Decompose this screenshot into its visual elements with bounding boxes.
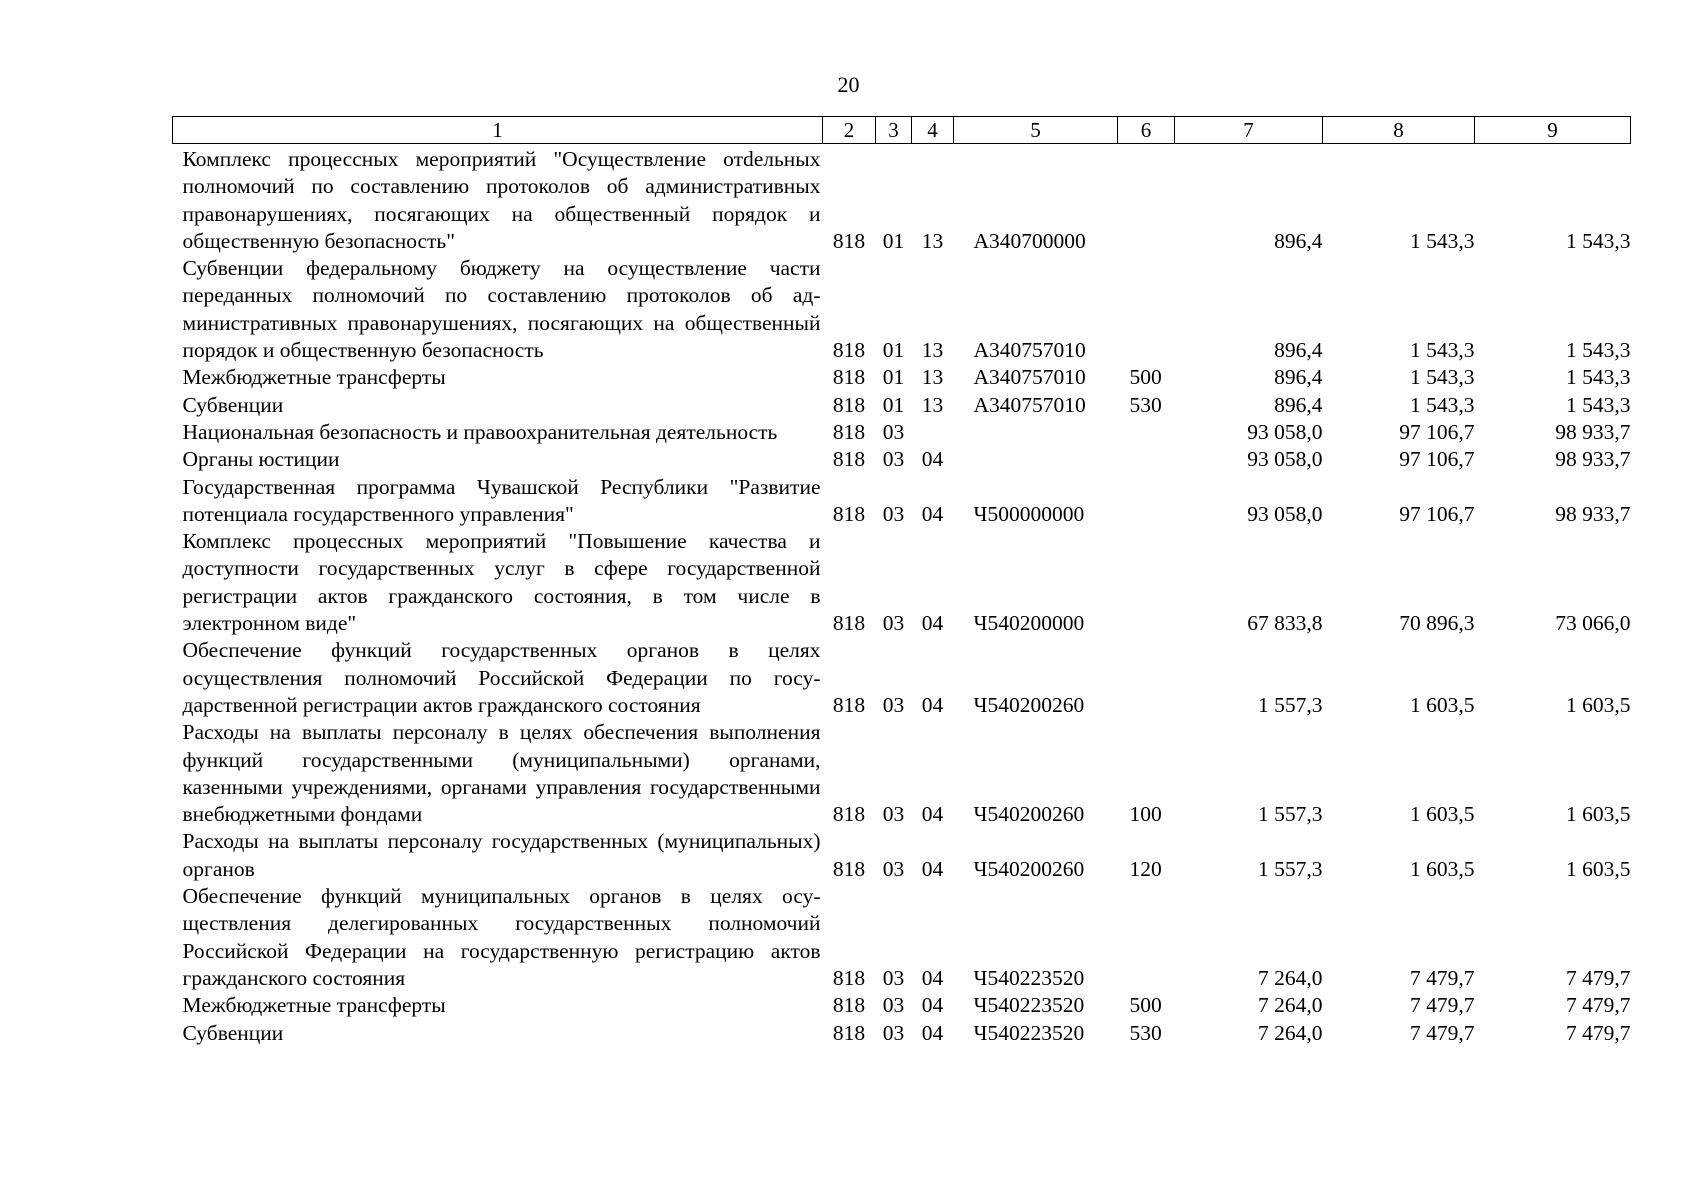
row-amount-col9: 73 066,0 xyxy=(1555,611,1631,636)
row-expense-type xyxy=(1118,144,1175,256)
row-amount-col9: 1 603,5 xyxy=(1566,692,1631,717)
row-amount-col7: 1 557,3 xyxy=(1258,692,1323,717)
row-name: Государственная программа Чувашской Республики "Развитие потенциала государственного управления" xyxy=(182,474,821,526)
row-amount-col8: 70 896,3 xyxy=(1399,611,1475,636)
row-amount-col8: 1 603,5 xyxy=(1410,856,1475,881)
row-target-article: Ч540200000 xyxy=(973,611,1085,636)
header-col-8: 8 xyxy=(1323,117,1475,144)
row-subsection-code: 13 xyxy=(921,338,944,363)
row-target-article xyxy=(954,419,1118,446)
header-col-1: 1 xyxy=(173,117,823,144)
row-amount-col7: 93 058,0 xyxy=(1247,419,1323,444)
table-header xyxy=(173,117,1631,144)
row-section-code: 03 xyxy=(882,611,905,636)
row-target-article: Ч540223520 xyxy=(973,965,1085,990)
row-target-article: Ч540223520 xyxy=(973,993,1085,1018)
row-amount-col9: 1 543,3 xyxy=(1566,392,1631,417)
row-name: Расходы на выплаты персоналу в целях обеспечения выполнения функций государственными (муниципальными) органами, казенными учреждениями, органами управления государственными внебюджетными фондами xyxy=(182,720,821,827)
row-grbs-code: 818 xyxy=(832,856,866,881)
row-subsection-code: 04 xyxy=(921,447,944,472)
row-grbs-code: 818 xyxy=(832,228,866,253)
row-name: Субвенции xyxy=(182,1020,284,1045)
row-expense-type: 120 xyxy=(1129,856,1162,881)
row-grbs-code: 818 xyxy=(832,965,866,990)
row-amount-col7: 7 264,0 xyxy=(1258,1020,1323,1045)
row-amount-col8: 97 106,7 xyxy=(1399,447,1475,472)
row-amount-col7: 7 264,0 xyxy=(1258,993,1323,1018)
row-amount-col8: 1 543,3 xyxy=(1410,365,1475,390)
table-row xyxy=(173,528,1631,637)
row-name: Межбюджетные трансферты xyxy=(182,365,446,390)
table-row xyxy=(173,446,1631,473)
row-grbs-code: 818 xyxy=(832,692,866,717)
row-subsection-code: 04 xyxy=(921,692,944,717)
header-col-6: 6 xyxy=(1118,117,1175,144)
row-expense-type: 500 xyxy=(1129,365,1162,390)
row-name: Обеспечение функций муниципальных органов в целях осуществления делегированных государственных полномочий Российской Федерации на государственную регистрацию актов гражданского состояния xyxy=(182,884,821,990)
row-name: Расходы на выплаты персоналу государственных (муниципальных) органов xyxy=(182,829,821,881)
row-expense-type: 530 xyxy=(1129,1020,1162,1045)
row-amount-col7: 93 058,0 xyxy=(1247,501,1323,526)
row-expense-type xyxy=(1118,528,1175,637)
table-row xyxy=(173,364,1631,391)
row-section-code: 03 xyxy=(882,856,905,881)
row-target-article: Ч540200260 xyxy=(973,856,1085,881)
row-amount-col8: 7 479,7 xyxy=(1410,1020,1475,1045)
row-expense-type: 530 xyxy=(1129,392,1162,417)
row-name: Субвенции федеральному бюджету на осуществление части переданных полномочий по составлению протоколов об административных правонарушениях, посягающих на общественный порядок и общественную безопасность xyxy=(182,256,821,363)
row-grbs-code: 818 xyxy=(832,338,866,363)
row-amount-col9: 98 933,7 xyxy=(1555,447,1631,472)
row-subsection-code: 04 xyxy=(921,965,944,990)
row-expense-type xyxy=(1118,883,1175,992)
row-subsection-code: 13 xyxy=(921,365,944,390)
row-section-code: 01 xyxy=(882,338,905,363)
row-amount-col8: 1 603,5 xyxy=(1410,802,1475,827)
row-amount-col7: 1 557,3 xyxy=(1258,802,1323,827)
row-section-code: 03 xyxy=(882,965,905,990)
header-col-5: 5 xyxy=(954,117,1118,144)
row-section-code: 03 xyxy=(882,993,905,1018)
header-col-3: 3 xyxy=(876,117,912,144)
row-subsection-code: 04 xyxy=(921,611,944,636)
row-amount-col8: 7 479,7 xyxy=(1410,993,1475,1018)
row-amount-col8: 97 106,7 xyxy=(1399,419,1475,444)
row-target-article: А340757010 xyxy=(973,365,1086,390)
row-section-code: 03 xyxy=(882,501,905,526)
row-amount-col7: 1 557,3 xyxy=(1258,856,1323,881)
table-row xyxy=(173,1020,1631,1047)
header-col-2: 2 xyxy=(823,117,876,144)
row-amount-col8: 1 603,5 xyxy=(1410,692,1475,717)
table-row xyxy=(173,992,1631,1019)
row-subsection-code: 04 xyxy=(921,993,944,1018)
table-row xyxy=(173,144,1631,256)
header-row xyxy=(173,117,1631,144)
row-grbs-code: 818 xyxy=(832,611,866,636)
row-subsection-code: 04 xyxy=(921,802,944,827)
row-amount-col9: 1 543,3 xyxy=(1566,228,1631,253)
row-amount-col7: 896,4 xyxy=(1274,365,1323,390)
row-target-article: А340757010 xyxy=(973,338,1086,363)
row-expense-type xyxy=(1118,419,1175,446)
row-subsection-code: 13 xyxy=(921,228,944,253)
page-number: 20 xyxy=(837,72,860,97)
row-grbs-code: 818 xyxy=(832,447,866,472)
row-grbs-code: 818 xyxy=(832,1020,866,1045)
row-expense-type xyxy=(1118,446,1175,473)
row-target-article: А340757010 xyxy=(973,392,1086,417)
row-section-code: 01 xyxy=(882,365,905,390)
row-amount-col7: 7 264,0 xyxy=(1258,965,1323,990)
row-amount-col9: 1 543,3 xyxy=(1566,365,1631,390)
row-section-code: 03 xyxy=(882,692,905,717)
row-section-code: 01 xyxy=(882,228,905,253)
row-amount-col7: 896,4 xyxy=(1274,392,1323,417)
row-subsection-code: 04 xyxy=(921,501,944,526)
row-amount-col9: 7 479,7 xyxy=(1566,993,1631,1018)
row-name: Комплекс процессных мероприятий "Осуществление отdельных полномочий по составлению протоколов об административных правонарушениях, посягающих на общественный порядок и общественную безопасность" xyxy=(182,147,821,253)
row-grbs-code: 818 xyxy=(832,802,866,827)
row-subsection-code: 04 xyxy=(921,856,944,881)
table-row xyxy=(173,637,1631,719)
table-row xyxy=(173,883,1631,992)
row-expense-type xyxy=(1118,637,1175,719)
row-name: Национальная безопасность и правоохранительная деятельность xyxy=(182,419,778,444)
row-section-code: 01 xyxy=(882,392,905,417)
row-amount-col8: 1 543,3 xyxy=(1410,392,1475,417)
row-name: Комплекс процессных мероприятий "Повышение качества и доступности государственных услуг в сфере государственной регистрации актов гражданского состояния, в том числе в электронном виде" xyxy=(182,529,821,636)
row-amount-col9: 98 933,7 xyxy=(1555,501,1631,526)
row-name: Обеспечение функций государственных органов в целях осуществления полномочий Российской Федерации по государственной регистрации актов гражданского состояния xyxy=(182,638,821,717)
row-name: Межбюджетные трансферты xyxy=(182,993,446,1018)
row-amount-col9: 1 603,5 xyxy=(1566,856,1631,881)
row-amount-col7: 93 058,0 xyxy=(1247,447,1323,472)
row-subsection-code: 04 xyxy=(921,1020,944,1045)
row-amount-col9: 7 479,7 xyxy=(1566,1020,1631,1045)
header-col-4: 4 xyxy=(912,117,954,144)
row-amount-col8: 1 543,3 xyxy=(1410,228,1475,253)
table-row xyxy=(173,828,1631,883)
row-amount-col9: 7 479,7 xyxy=(1566,965,1631,990)
row-amount-col9: 1 603,5 xyxy=(1566,802,1631,827)
row-expense-type: 100 xyxy=(1129,802,1162,827)
row-section-code: 03 xyxy=(882,802,905,827)
row-section-code: 03 xyxy=(882,1020,905,1045)
row-amount-col9: 98 933,7 xyxy=(1555,419,1631,444)
header-col-7: 7 xyxy=(1175,117,1323,144)
row-grbs-code: 818 xyxy=(832,993,866,1018)
row-grbs-code: 818 xyxy=(832,419,866,444)
table-row xyxy=(173,474,1631,529)
budget-table xyxy=(172,116,1631,1047)
row-target-article: Ч540200260 xyxy=(973,802,1085,827)
table-row xyxy=(173,419,1631,446)
row-grbs-code: 818 xyxy=(832,501,866,526)
row-target-article: Ч500000000 xyxy=(973,501,1085,526)
row-subsection-code: 13 xyxy=(921,392,944,417)
row-amount-col8: 97 106,7 xyxy=(1399,501,1475,526)
row-name: Органы юстиции xyxy=(182,447,340,472)
row-expense-type xyxy=(1118,255,1175,364)
row-expense-type: 500 xyxy=(1129,993,1162,1018)
row-target-article: А340700000 xyxy=(973,228,1086,253)
row-grbs-code: 818 xyxy=(832,392,866,417)
row-target-article: Ч540200260 xyxy=(973,692,1085,717)
row-target-article: Ч540223520 xyxy=(973,1020,1085,1045)
row-amount-col8: 7 479,7 xyxy=(1410,965,1475,990)
table-body xyxy=(173,144,1631,1047)
row-amount-col7: 896,4 xyxy=(1274,228,1323,253)
row-amount-col7: 67 833,8 xyxy=(1247,611,1323,636)
header-col-9: 9 xyxy=(1475,117,1631,144)
row-name: Субвенции xyxy=(182,392,284,417)
table-row xyxy=(173,392,1631,419)
row-expense-type xyxy=(1118,474,1175,529)
row-amount-col9: 1 543,3 xyxy=(1566,338,1631,363)
table-row xyxy=(173,719,1631,828)
row-subsection-code xyxy=(912,419,954,446)
row-grbs-code: 818 xyxy=(832,365,866,390)
row-section-code: 03 xyxy=(882,419,905,444)
row-section-code: 03 xyxy=(882,447,905,472)
row-target-article xyxy=(954,446,1118,473)
table-row xyxy=(173,255,1631,364)
row-amount-col7: 896,4 xyxy=(1274,338,1323,363)
row-amount-col8: 1 543,3 xyxy=(1410,338,1475,363)
